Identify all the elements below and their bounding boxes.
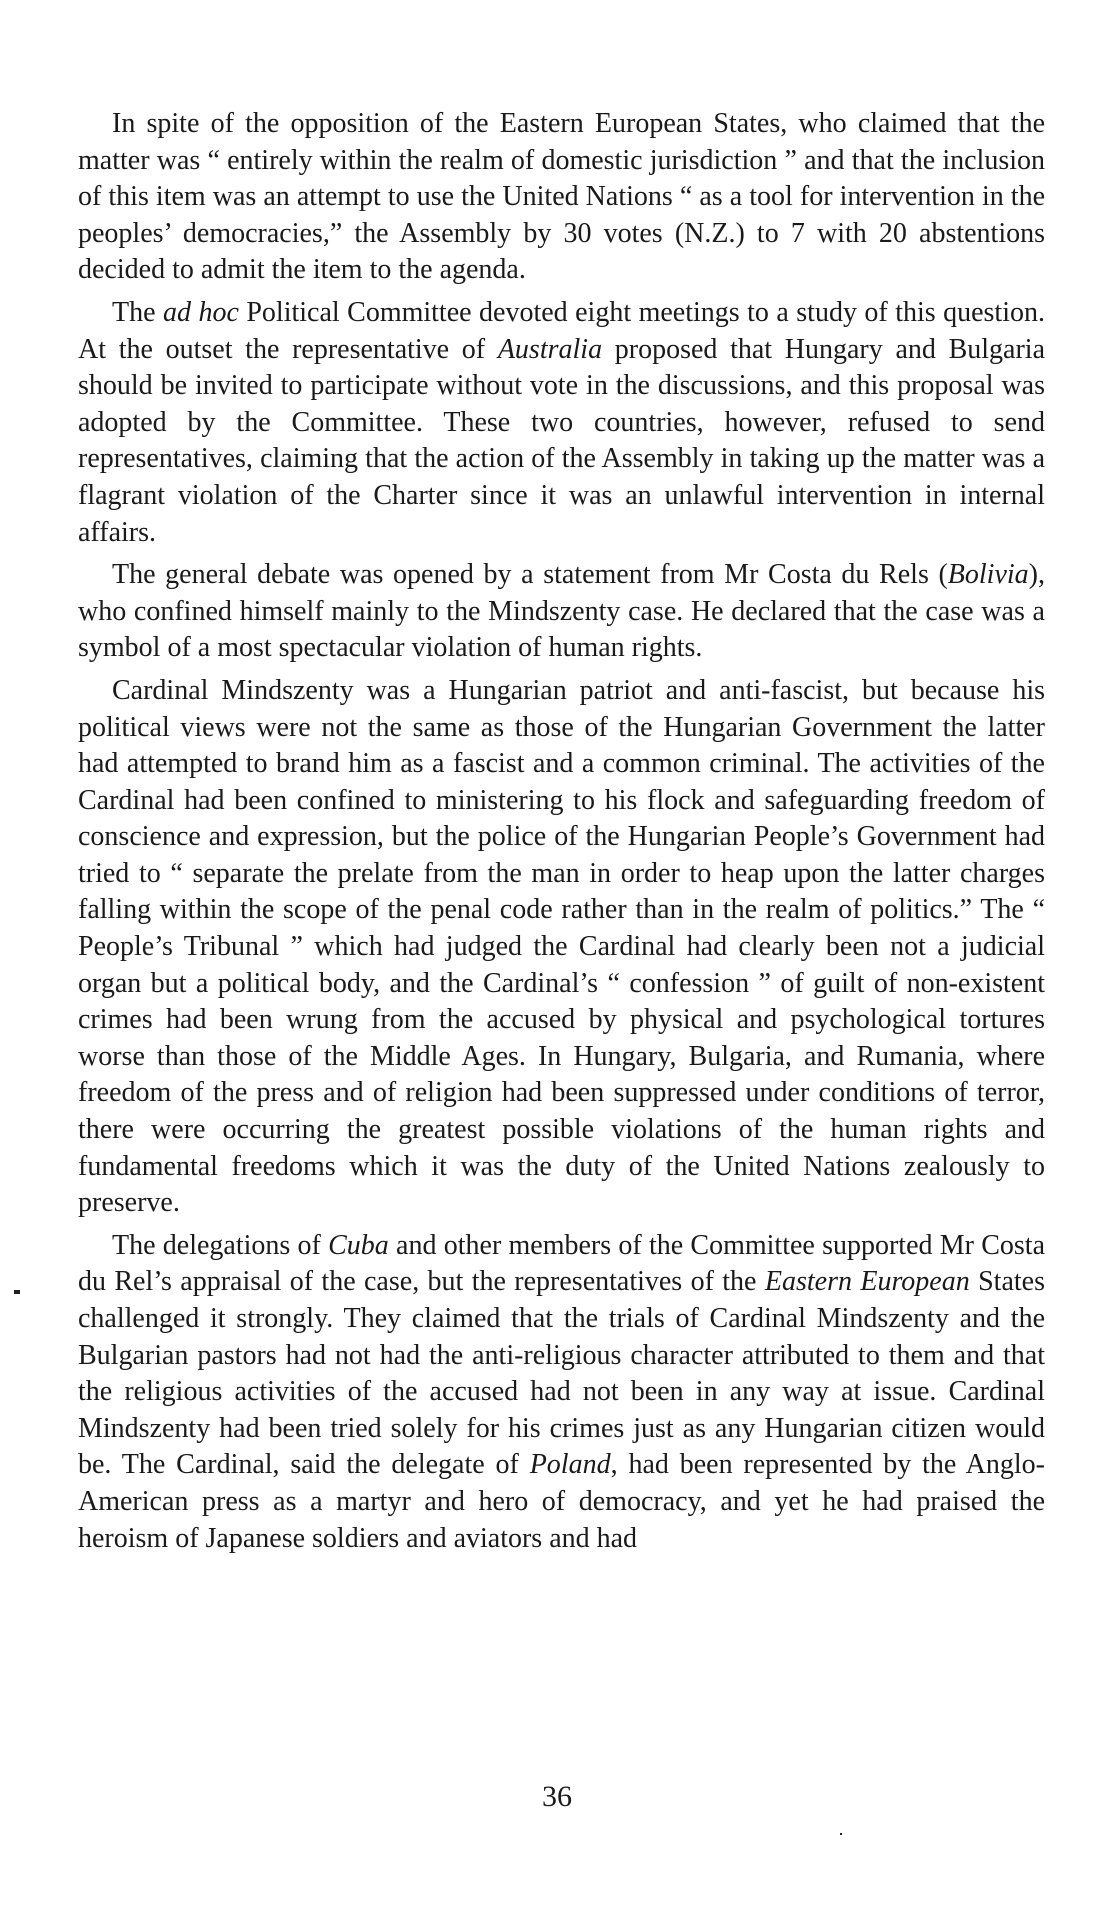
- paragraph-3-italic-bolivia: Bolivia: [947, 559, 1029, 591]
- paragraph-5-text-a: The delegations of: [112, 1229, 329, 1261]
- paragraph-3-text-c: ), who confined himself mainly to the Mindszenty case. He declared that the case was a symbol of a most spectacular violation of human rights.: [78, 559, 1045, 664]
- paragraph-5-text-c: and other members of the Committee supported Mr Costa du Rel’s appraisal of the case, but the representatives of the: [78, 1229, 1046, 1298]
- paragraph-2-italic-ad-hoc: ad hoc: [163, 296, 239, 328]
- paragraph-3-text-a: The general debate was opened by a statement from Mr Costa du Rels (: [112, 559, 948, 591]
- paragraph-3: [78, 557, 1045, 667]
- paragraph-2-text-e: proposed that Hungary and Bulgaria should be invited to participate without vote in the discussions, and this proposal was adopted by the Committee. These two countries, however, refused to send representatives, claiming that the action of the Assembly in taking up the matter was a flagrant violation of the Charter since it was an unlawful intervention in internal affairs.: [78, 333, 1045, 548]
- paragraph-4-text: Cardinal Mindszenty was a Hungarian patriot and anti-fascist, but because his political views were not the same as those of the Hungarian Government the latter had attempted to brand him as a fascist and a common criminal. The activities of the Cardinal had been confined to ministering to his flock and safeguarding freedom of conscience and expression, but the police of the Hungarian People’s Government had tried to “ separate the prelate from the man in order to heap upon the latter charges falling within the scope of the penal code rather than in the realm of politics.” The “ People’s Tribunal ” which had judged the Cardinal had clearly been not a judicial organ but a political body, and the Cardinal’s “ confession ” of guilt of non-existent crimes had been wrung from the accused by physical and psychological tortures worse than those of the Middle Ages. In Hungary, Bulgaria, and Rumania, where freedom of the press and of religion had been suppressed under conditions of terror, there were occurring the greatest possible violations of the human rights and fundamental freedoms which it was the duty of the United Nations zealously to preserve.: [78, 674, 1045, 1219]
- paragraph-4: [78, 673, 1045, 1222]
- paragraph-2: [78, 295, 1045, 551]
- page-number: 36: [542, 1780, 572, 1813]
- paragraph-5-text-g: , had been represented by the Anglo-American press as a martyr and hero of democracy, and yet he had praised the heroism of Japanese soldiers and aviators and had: [78, 1449, 1045, 1554]
- paragraph-2-text-c: Political Committee devoted eight meetings to a study of this question. At the outset the representative of: [78, 296, 1045, 365]
- paragraph-1: [78, 106, 1045, 289]
- paragraph-5-italic-eastern-european: Eastern European: [764, 1266, 970, 1298]
- paragraph-5-text-e: States challenged it strongly. They claimed that the trials of Cardinal Mindszenty and the Bulgarian pastors had not had the anti-religious character attributed to them and that the religious activities of the accused had not been in any way at issue. Cardinal Mindszenty had been tried solely for his crimes just as any Hungarian citizen would be. The Cardinal, said the delegate of: [78, 1266, 1045, 1481]
- paragraph-2-text-a: The: [112, 296, 163, 328]
- page-body: [78, 106, 1045, 1563]
- scan-speck-left: [14, 1290, 20, 1294]
- scan-speck-bottom: [840, 1833, 842, 1835]
- paragraph-5-italic-poland: Poland: [529, 1449, 611, 1481]
- paragraph-5: [78, 1228, 1045, 1557]
- paragraph-5-italic-cuba: Cuba: [328, 1229, 389, 1261]
- paragraph-2-italic-australia: Australia: [497, 333, 603, 365]
- paragraph-1-text: In spite of the opposition of the Eastern European States, who claimed that the matter was “ entirely within the realm of domestic jurisdiction ” and that the inclusion of this item was an attempt to use the United Nations “ as a tool for intervention in the peoples’ democracies,” the Assembly by 30 votes (N.Z.) to 7 with 20 abstentions decided to admit the item to the agenda.: [78, 108, 1045, 286]
